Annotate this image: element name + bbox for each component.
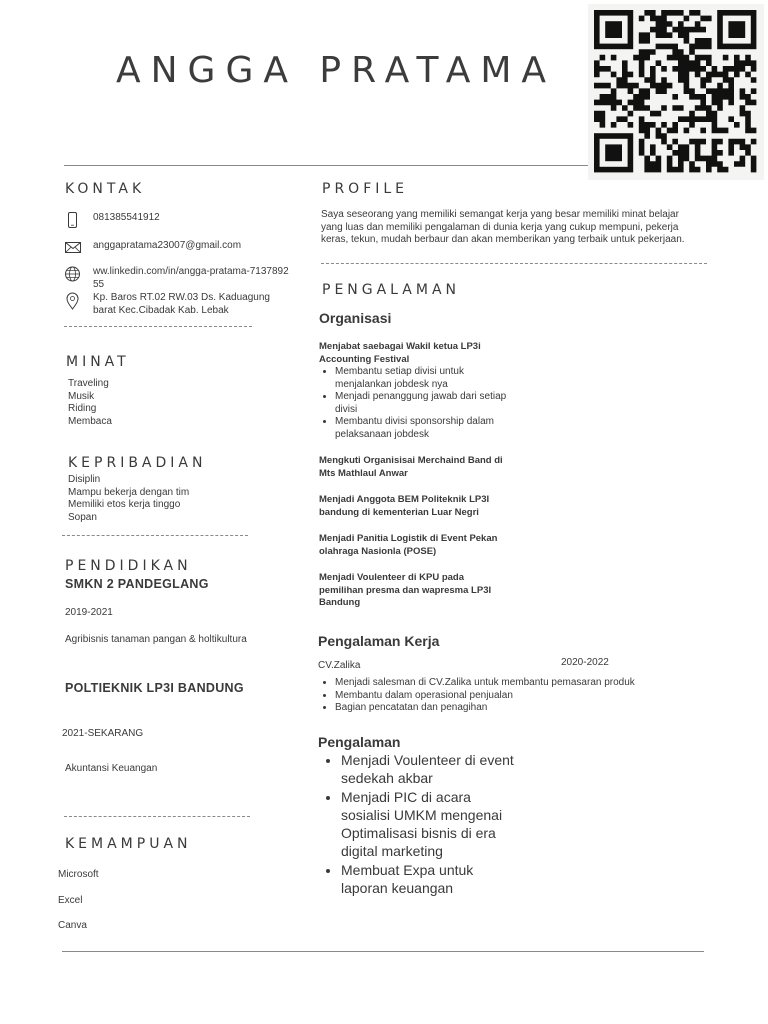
contact-email-text: anggapratama23007@gmail.com <box>93 240 242 251</box>
qr-code-image <box>588 4 764 180</box>
section-title-pengalaman: PENGALAMAN <box>322 282 461 298</box>
kerja-bullet: • Menjadi salesman di CV.Zalika untuk membantu pemasaran produk <box>335 677 715 690</box>
org-entry-title: Menjabat saebagai Wakil ketua LP3i Accounting Festival <box>319 341 481 365</box>
org-entry-title: Menjadi Voulenteer di KPU pada pemilihan presma dan wapresma LP3I Bandung <box>319 572 492 608</box>
pengalaman-lain-bullet: • Menjadi PIC di acara sosialisi UMKM mengenai Optimalisasi bisnis di era digital marketing <box>341 788 517 861</box>
kemampuan-item: Canva <box>58 920 87 931</box>
org-entry-bullets <box>319 366 509 441</box>
kepribadian-item: Sopan <box>68 511 97 523</box>
kontak-divider <box>64 326 252 327</box>
profile-text: Saya seseorang yang memiliki semangat kerja yang besar memiliki minat belajar yang luas dan memiliki pengalaman di dunia kerja yang cukup mempuni, pekerja keras, tekun, mudah berbaur dan akan memberikan yang terbaik untuk pekerjaan. <box>321 209 685 245</box>
minat-list <box>68 378 268 428</box>
kerja-period: 2020-2022 <box>561 657 609 668</box>
org-bullet: • Menjadi penanggung jawab dari setiap divisi <box>335 391 509 416</box>
section-title-pendidikan: PENDIDIKAN <box>65 558 192 574</box>
kerja-bullet: • Membantu dalam operasional penjualan <box>335 690 715 703</box>
phone-icon <box>64 212 82 228</box>
kepribadian-item: Disiplin <box>68 474 101 485</box>
globe-icon <box>64 266 82 282</box>
section-title-profile: PROFILE <box>322 181 409 197</box>
kepribadian-item: Mampu bekerja dengan tim <box>68 486 190 498</box>
contact-phone-text: 081385541912 <box>93 212 160 223</box>
qr-code-icon <box>588 4 764 180</box>
section-title-kepribadian: KEPRIBADIAN <box>68 455 207 471</box>
school-years: 2021-SEKARANG <box>62 728 144 739</box>
org-entry-title: Menjadi Anggota BEM Politeknik LP3I bandung di kementerian Luar Negri <box>319 494 490 518</box>
pengalaman-lain-list <box>317 751 517 897</box>
kepribadian-divider <box>62 535 248 536</box>
minat-item: Riding <box>68 403 97 414</box>
kemampuan-item: Excel <box>58 895 83 906</box>
school-name: POLTIEKNIK LP3I BANDUNG <box>65 681 244 695</box>
section-title-kemampuan: KEMAMPUAN <box>65 836 192 852</box>
location-pin-icon <box>64 292 82 308</box>
kemampuan-item: Microsoft <box>58 869 99 880</box>
org-bullet: • Membantu divisi sponsorship dalam pelaksanaan jobdesk <box>335 416 509 441</box>
contact-email <box>64 240 289 256</box>
minat-item: Membaca <box>68 415 112 427</box>
pendidikan-divider <box>64 816 250 817</box>
kerja-heading: Pengalaman Kerja <box>318 633 440 649</box>
mail-icon <box>64 240 82 256</box>
header-divider <box>64 165 588 166</box>
school-major: Agribisnis tanaman pangan & holtikultura <box>65 634 247 645</box>
school-years: 2019-2021 <box>65 607 113 618</box>
pengalaman-lain-bullet: • Membuat Expa untuk laporan keuangan <box>341 861 517 898</box>
kepribadian-item: Memiliki etos kerja tinggo <box>68 499 181 510</box>
org-bullet: • Membantu setiap divisi untuk menjalankan jobdesk nya <box>335 366 509 391</box>
contact-linkedin <box>64 266 289 292</box>
org-entry-title: Mengkuti Organisisai Merchaind Band di Mts Mathlaul Anwar <box>319 455 503 479</box>
footer-divider <box>62 951 704 952</box>
resume-name: ANGGA PRATAMA <box>116 50 557 91</box>
section-title-minat: MINAT <box>66 354 130 370</box>
org-entry <box>319 341 509 441</box>
org-entry-title: Menjadi Panitia Logistik di Event Pekan olahraga Nasionla (POSE) <box>319 533 498 557</box>
minat-item: Traveling <box>68 378 109 389</box>
section-title-kontak: KONTAK <box>65 181 146 197</box>
kerja-company: CV.Zalika <box>318 660 361 671</box>
minat-item: Musik <box>68 390 95 402</box>
contact-address-text: Kp. Baros RT.02 RW.03 Ds. Kaduagung barat Kec.Cibadak Kab. Lebak <box>93 292 270 316</box>
school-name: SMKN 2 PANDEGLANG <box>65 577 209 591</box>
kerja-bullet: • Bagian pencatatan dan penagihan <box>335 702 715 715</box>
pengalaman-lain-bullet: • Menjadi Voulenteer di event sedekah akbar <box>341 751 517 788</box>
contact-address <box>64 292 289 318</box>
contact-phone <box>64 212 289 228</box>
contact-linkedin-text: ww.linkedin.com/in/angga-pratama-713789255 <box>93 266 289 290</box>
kerja-bullets <box>319 677 715 715</box>
profile-divider <box>321 263 707 264</box>
kepribadian-list <box>68 474 268 524</box>
pengalaman-lain-heading: Pengalaman <box>318 734 401 750</box>
organisasi-heading: Organisasi <box>319 310 392 326</box>
school-major: Akuntansi Keuangan <box>65 763 158 774</box>
